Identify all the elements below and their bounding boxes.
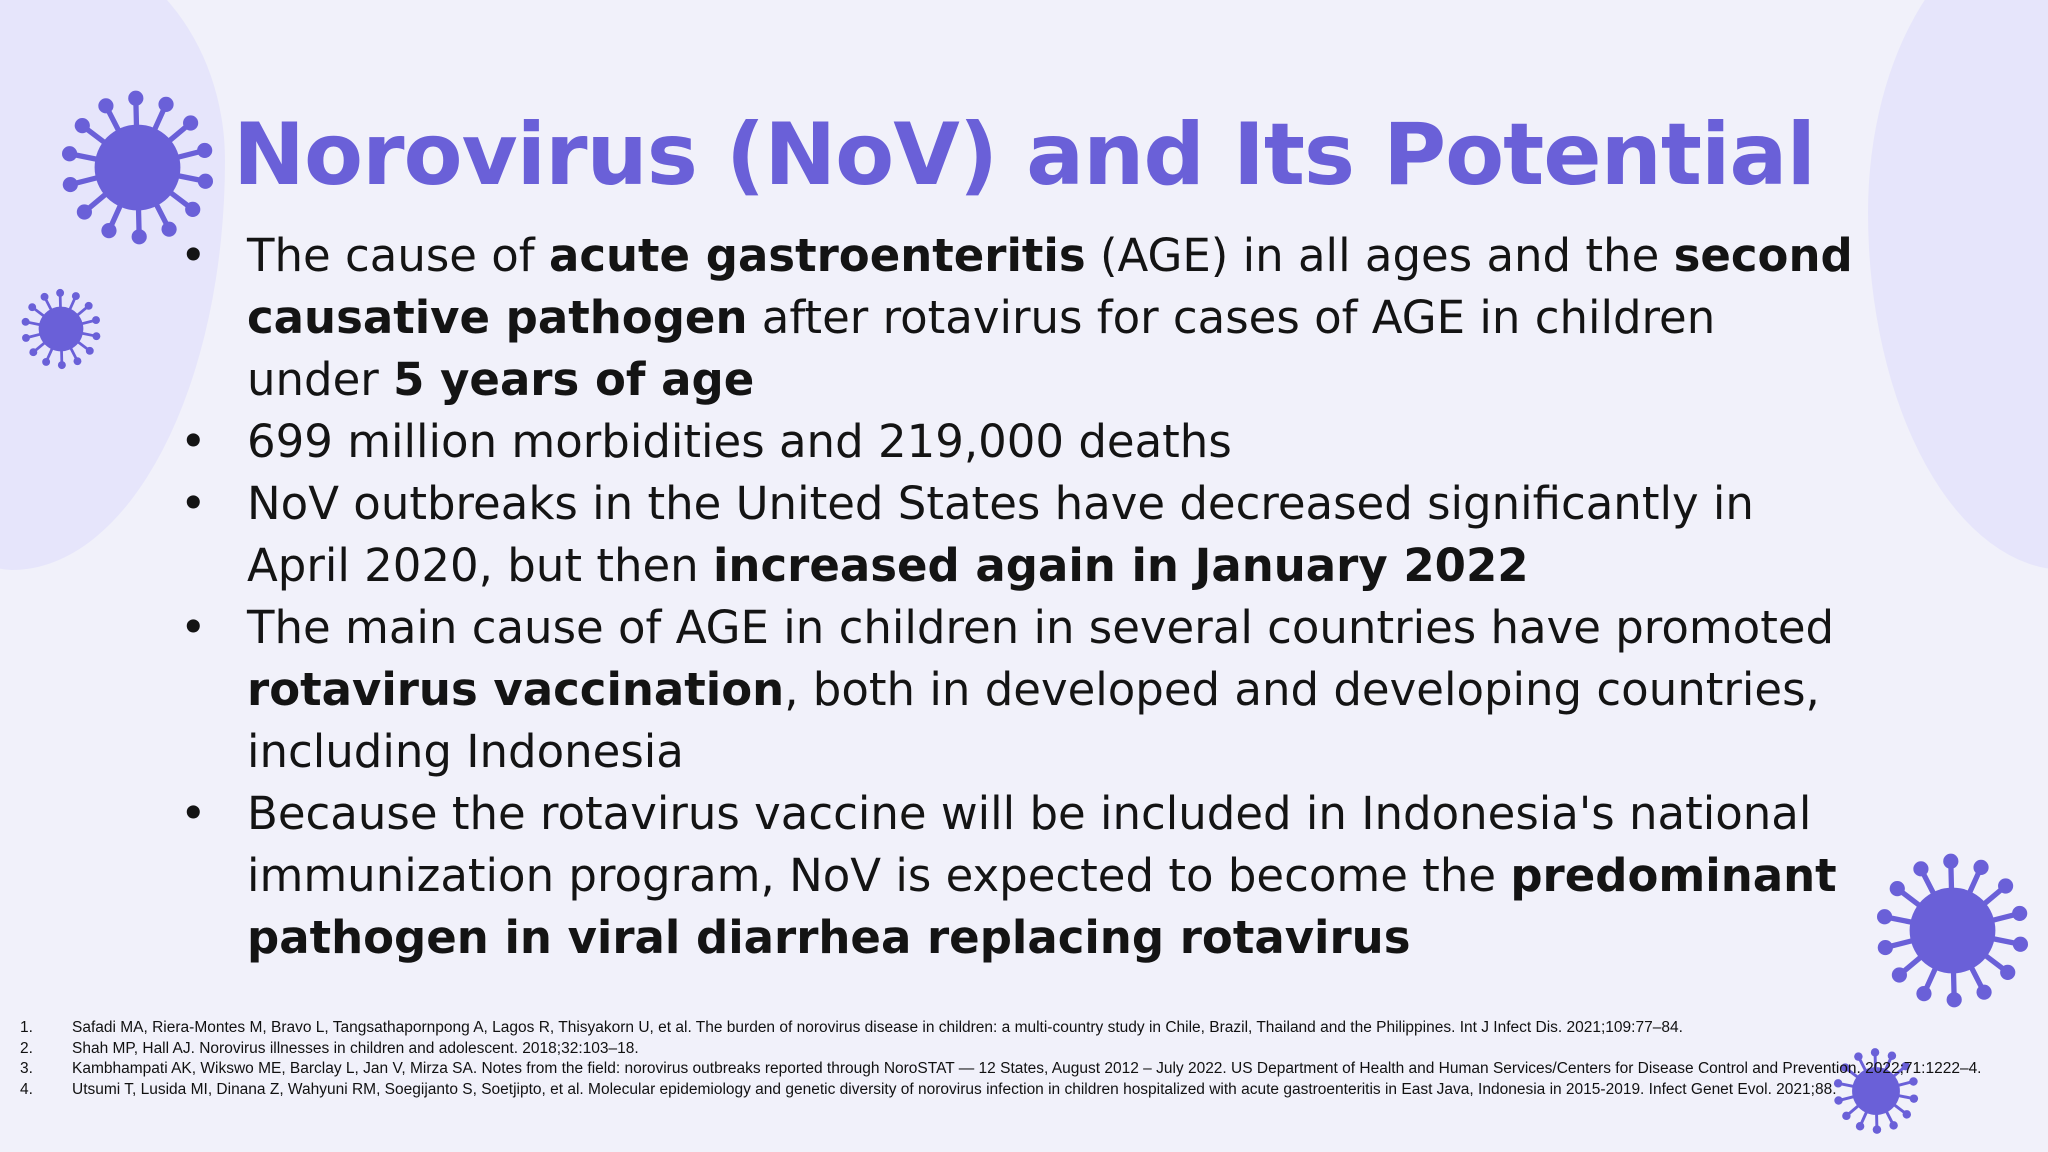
bullet-item xyxy=(180,473,1860,597)
bullet-marker: • xyxy=(180,601,207,654)
bullet-bold-text: rotavirus vaccination xyxy=(247,663,785,716)
bullet-item xyxy=(180,225,1860,411)
bullet-marker: • xyxy=(180,415,207,468)
reference-number: 2. xyxy=(20,1039,33,1057)
bullet-bold-text: 5 years of age xyxy=(393,353,755,406)
bullet-bold-text: second causative pathogen xyxy=(247,229,1853,344)
references-list xyxy=(20,1018,2044,1100)
reference-number: 4. xyxy=(20,1080,33,1098)
virus-icon xyxy=(1870,848,2035,1013)
bullet-text: Because the rotavirus vaccine will be included in Indonesia's national immunization program, NoV is expected to become the xyxy=(247,787,1812,902)
bullet-bold-text: acute gastroenteritis xyxy=(548,229,1086,282)
bullet-text: (AGE) in all ages and the xyxy=(1085,229,1674,282)
bullet-item xyxy=(180,597,1860,783)
reference-number: 1. xyxy=(20,1019,33,1036)
bullet-text: 699 million morbidities and 219,000 deaths xyxy=(247,415,1232,468)
bullet-item xyxy=(180,411,1860,473)
reference-item xyxy=(20,1018,2044,1039)
bullet-text: The cause of xyxy=(247,229,549,282)
bullet-bold-text: predominant pathogen in viral diarrhea replacing rotavirus xyxy=(247,849,1837,964)
reference-item xyxy=(20,1080,2044,1101)
bullet-text: , both in developed and developing countries, including Indonesia xyxy=(247,663,1820,778)
bullet-text: after rotavirus for cases of AGE in children under xyxy=(247,291,1716,406)
bullet-text: NoV outbreaks in the United States have decreased significantly in April 2020, but then xyxy=(247,477,1754,592)
bullet-marker: • xyxy=(180,787,207,840)
virus-icon xyxy=(18,286,104,372)
bullet-bold-text: increased again in January 2022 xyxy=(713,539,1529,592)
bullet-marker: • xyxy=(180,229,207,282)
reference-text: Safadi MA, Riera-Montes M, Bravo L, Tangsathapornpong A, Lagos R, Thisyakorn U, et al. The burden of norovirus disease in children: a multi-country study in Chile, Brazil, Thailand and the Philippines. Int J Infect Dis. 2021;109:77–84. xyxy=(72,1019,1683,1036)
reference-text: Shah MP, Hall AJ. Norovirus illnesses in children and adolescent. 2018;32:103–18. xyxy=(72,1039,639,1057)
reference-text: Kambhampati AK, Wikswo ME, Barclay L, Jan V, Mirza SA. Notes from the field: norovirus outbreaks reported through NoroSTAT — 12 States, August 2012 – July 2022. US Department of Health and Human Services/Centers for Disease Control and Prevention. 2022;71:1222–4. xyxy=(72,1060,1982,1077)
reference-item xyxy=(20,1059,2044,1080)
bullet-marker: • xyxy=(180,477,207,530)
reference-item xyxy=(20,1039,2044,1060)
bullet-item xyxy=(180,783,1860,969)
bullet-text: The main cause of AGE in children in several countries have promoted xyxy=(247,601,1835,654)
slide-title: Norovirus (NoV) and Its Potential xyxy=(233,105,1815,205)
reference-number: 3. xyxy=(20,1060,33,1077)
reference-text: Utsumi T, Lusida MI, Dinana Z, Wahyuni RM, Soegijanto S, Soetjipto, et al. Molecular epidemiology and genetic diversity of norovirus infection in children hospitalized with acute gastroenteritis in East Java, Indonesia in 2015-2019. Infect Genet Evol. 2021;88. xyxy=(72,1080,1837,1098)
background-blob-right xyxy=(1868,0,2048,570)
bullet-list xyxy=(180,225,1860,969)
